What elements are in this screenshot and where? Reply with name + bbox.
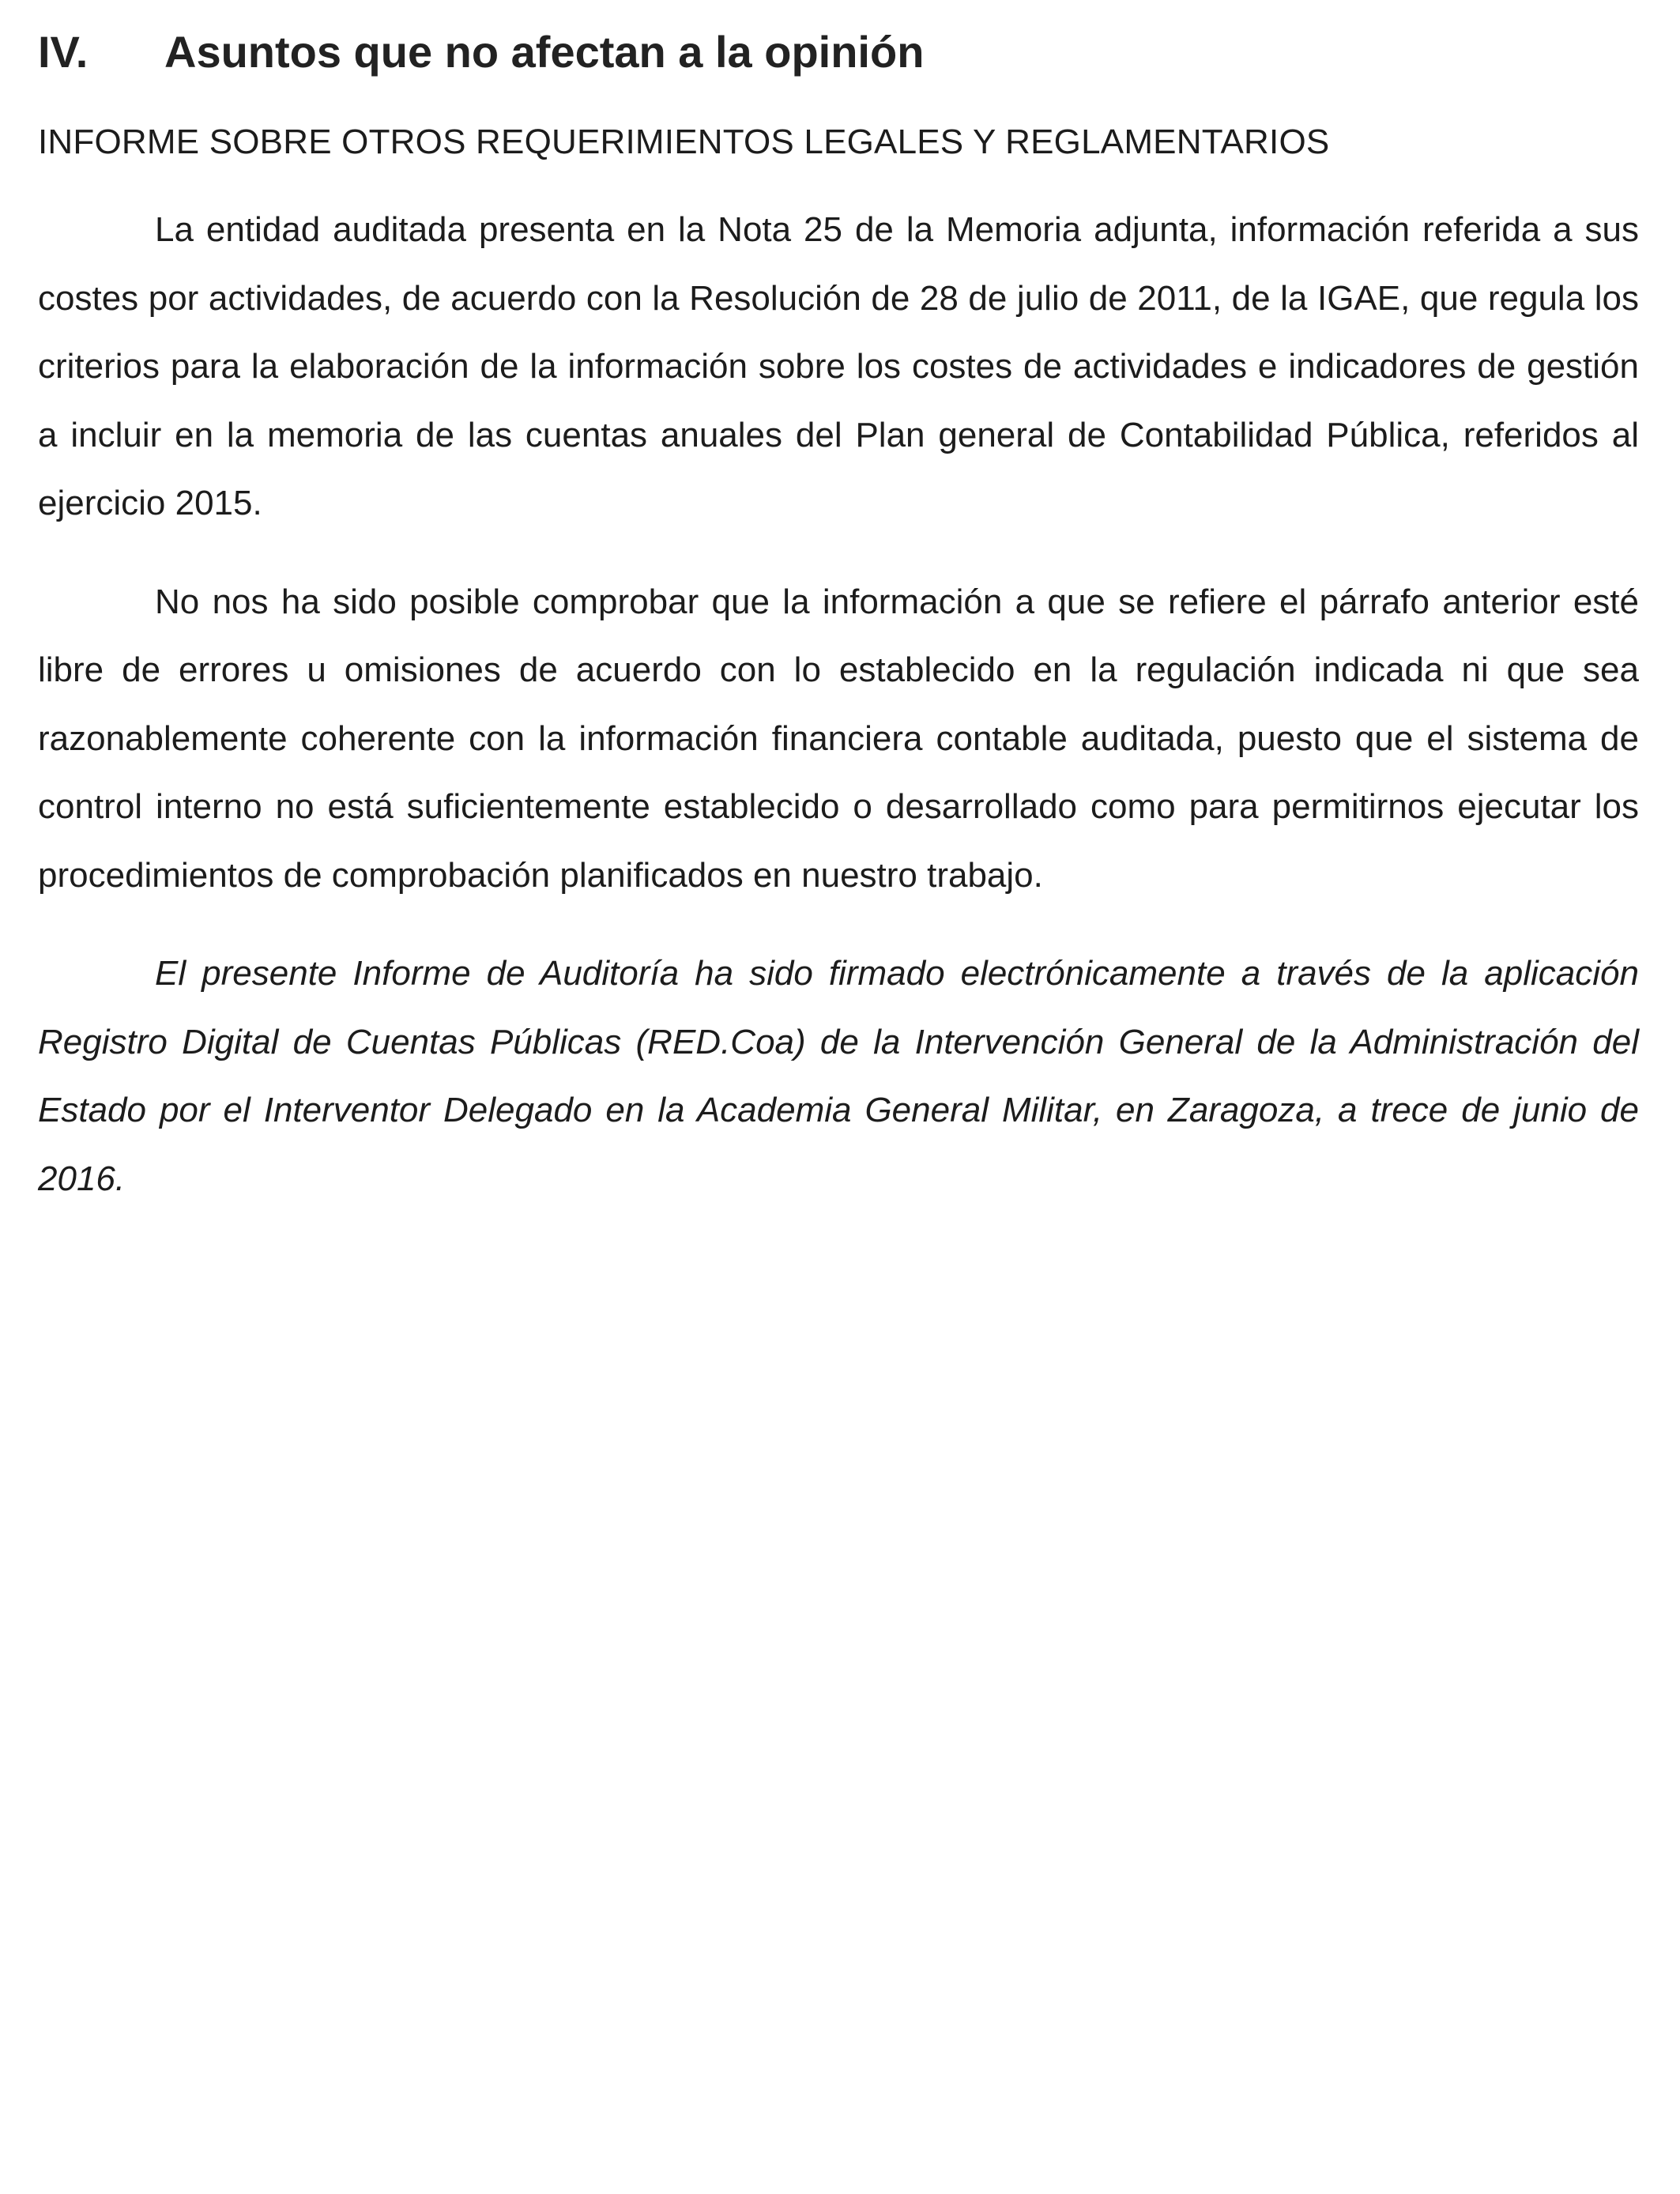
section-title: Asuntos que no afectan a la opinión: [164, 27, 925, 77]
section-number: IV.: [38, 27, 89, 77]
paragraph-firma-electronica: El presente Informe de Auditoría ha sido firmado electrónicamente a través de la aplicación Registro Digital de Cuentas Públicas (RED.Coa) de la Intervención General de la Administración del Estado por el Interventor Delegado en la Academia General Militar, en Zaragoza, a trece de junio de 2016.: [38, 954, 1639, 1198]
paragraph-costes-actividades: La entidad auditada presenta en la Nota 25 de la Memoria adjunta, información referida a sus costes por actividades, de acuerdo con la Resolución de 28 de julio de 2011, de la IGAE, que regula los criterios para la elaboración de la información sobre los costes de actividades e indicadores de gestión a incluir en la memoria de las cuentas anuales del Plan general de Contabilidad Pública, referidos al ejercicio 2015.: [38, 210, 1639, 522]
paragraph-comprobacion: No nos ha sido posible comprobar que la información a que se refiere el párrafo anterior esté libre de errores u omisiones de acuerdo con lo establecido en la regulación indicada ni que sea razonablemente coherente con la información financiera contable auditada, puesto que el sistema de control interno no está suficientemente establecido o desarrollado como para permitirnos ejecutar los procedimientos de comprobación planificados en nuestro trabajo.: [38, 582, 1639, 895]
report-subheading: INFORME SOBRE OTROS REQUERIMIENTOS LEGALES Y REGLAMENTARIOS: [38, 123, 1330, 161]
section-heading: [38, 24, 1639, 81]
document-page: [38, 24, 1639, 1213]
